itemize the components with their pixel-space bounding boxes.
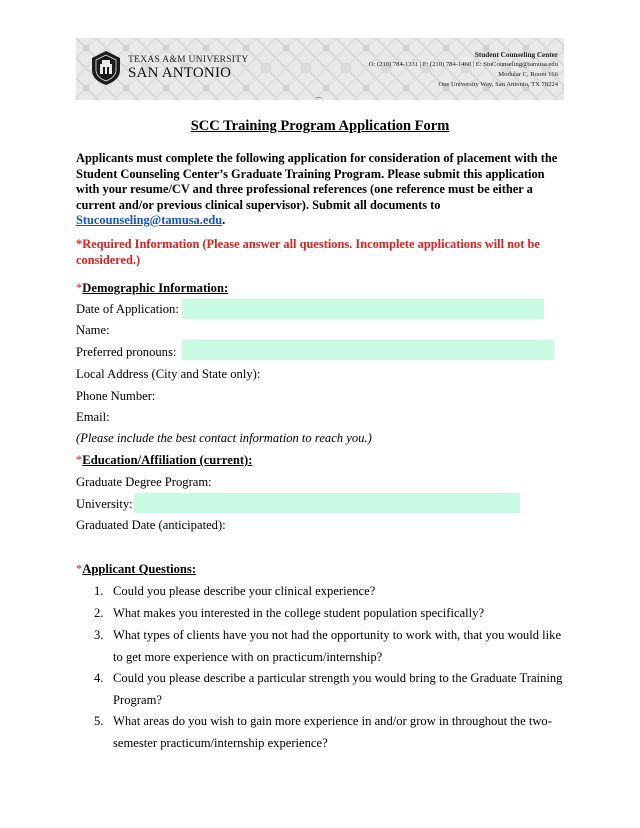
- degree-label: Graduate Degree Program:: [76, 475, 212, 489]
- education-heading: *Education/Affiliation (current):: [76, 453, 253, 467]
- intro-text: Applicants must complete the following application for consideration of placement with the Student Counseling Center’s Graduate Training Program. Please submit this application with your resume/CV and three professional references (one reference must be either a current and/or previous clinical supervisor). Submit all documents to: [76, 151, 558, 212]
- address-label: Local Address (City and State only):: [76, 367, 261, 381]
- question-text: What types of clients have you not had the opportunity to work with, that you would like to get more experience with on practicum/internship?: [113, 628, 562, 664]
- email-link[interactable]: Stucounseling@tamusa.edu: [76, 213, 223, 227]
- phone-line: O: (210) 784-1331 | F: (210) 784-1460 | E: StuCounseling@tamusa.edu: [368, 61, 558, 68]
- university-logo: [90, 50, 250, 90]
- questions-heading: *Applicant Questions:: [76, 562, 197, 576]
- contact-block: [369, 50, 558, 90]
- question-text: What areas do you wish to gain more experience in and/or grow in throughout the two-semester practicum/internship experience?: [113, 714, 552, 750]
- question-number: 4.: [94, 671, 104, 685]
- office-name: Student Counseling Center: [474, 51, 558, 59]
- graduated-label: Graduated Date (anticipated):: [76, 518, 226, 532]
- demographic-heading: *Demographic Information:: [76, 281, 229, 295]
- logo-university-line1: TEXAS A&M UNIVERSITY: [128, 55, 249, 65]
- required-star: *: [76, 281, 83, 295]
- page-title: SCC Training Program Application Form: [190, 118, 450, 134]
- phone-label: Phone Number:: [76, 389, 156, 403]
- contact-note: (Please include the best contact information to reach you.): [76, 431, 372, 445]
- letterhead-banner: [76, 38, 564, 100]
- question-number: 3.: [94, 628, 104, 642]
- address-line: One University Way, San Antonio, TX 78224: [438, 81, 558, 88]
- room-line: Modular C, Room 166: [498, 71, 558, 78]
- banner-ornament-icon: [315, 97, 323, 102]
- name-label: Name:: [76, 323, 110, 337]
- required-star: *: [76, 562, 83, 576]
- required-star: *: [76, 453, 83, 467]
- pronouns-label: Preferred pronouns:: [76, 345, 177, 359]
- email-label: Email:: [76, 410, 110, 424]
- date-label: Date of Application:: [76, 302, 179, 316]
- question-number: 1.: [94, 584, 104, 598]
- question-number: 2.: [94, 606, 104, 620]
- university-field[interactable]: [134, 493, 520, 513]
- date-field[interactable]: [182, 299, 544, 319]
- required-note: *Required Information (Please answer all questions. Incomplete applications will not be considered.): [76, 237, 540, 267]
- university-label: University:: [76, 497, 133, 511]
- intro-paragraph: [76, 151, 566, 229]
- pronouns-field[interactable]: [182, 340, 554, 360]
- question-text: Could you please describe a particular strength you would bring to the Graduate Training Program?: [113, 671, 563, 707]
- question-text: Could you please describe your clinical experience?: [113, 584, 376, 598]
- logo-university-line2: SAN ANTONIO: [128, 65, 232, 81]
- question-text: What makes you interested in the college student population specifically?: [113, 606, 485, 620]
- intro-end: .: [222, 213, 226, 227]
- question-number: 5.: [94, 714, 104, 728]
- university-seal-icon: [90, 50, 122, 86]
